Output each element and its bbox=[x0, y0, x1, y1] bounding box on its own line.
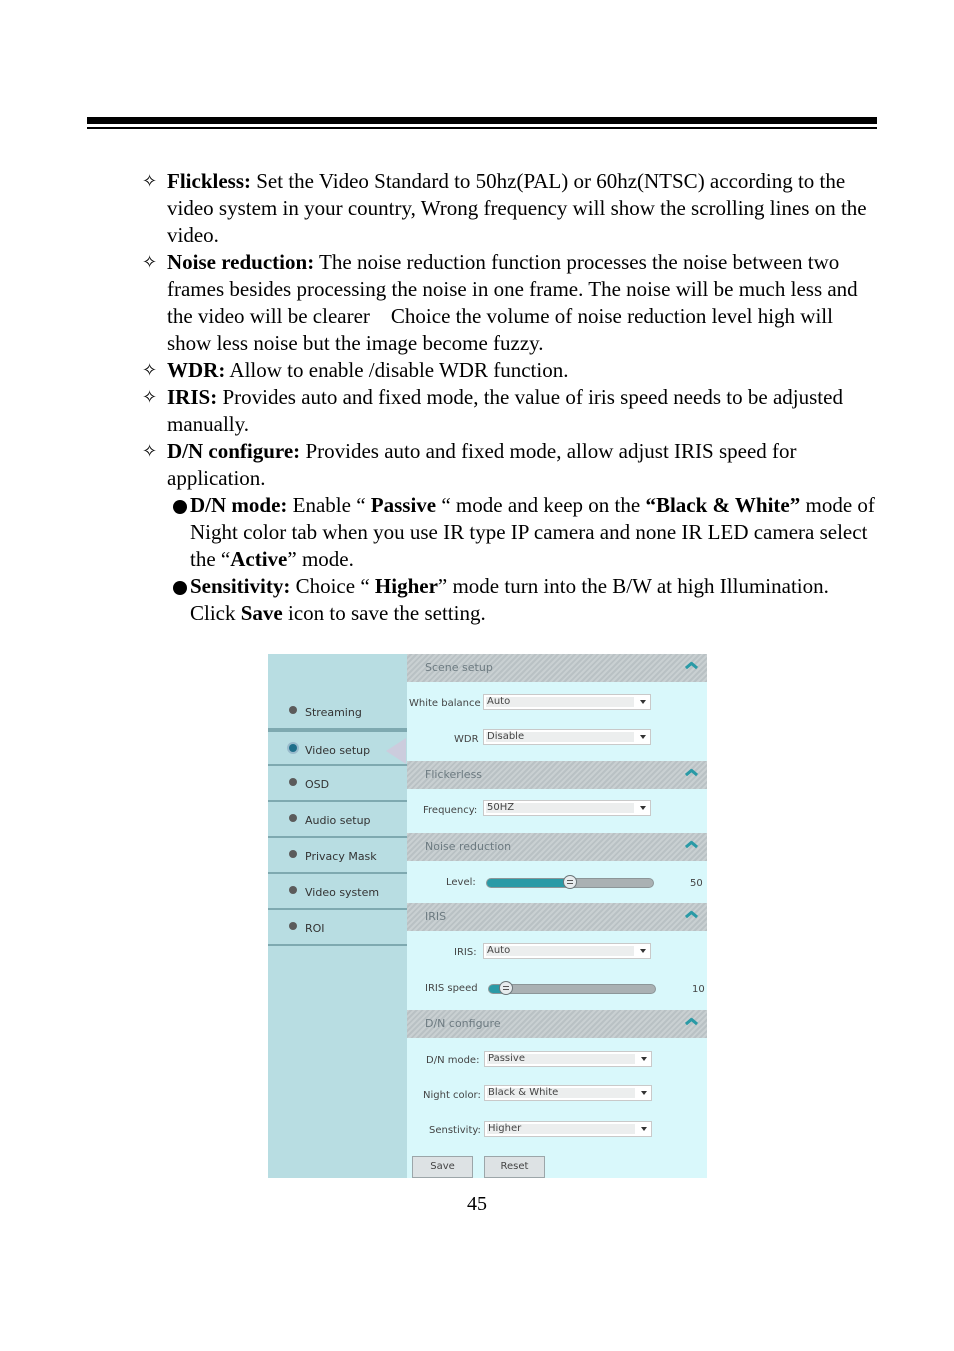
dn-mode-bold: Active bbox=[230, 547, 288, 571]
dn-mode-bold: Passive bbox=[370, 493, 437, 517]
slider-fill bbox=[487, 879, 570, 887]
bullet-dot-icon bbox=[173, 500, 187, 514]
flickless-item bbox=[140, 168, 880, 249]
bullet-icon bbox=[289, 922, 297, 930]
sidebar-item-audio-setup[interactable] bbox=[268, 802, 407, 838]
sidebar-item-video-system[interactable] bbox=[268, 874, 407, 910]
section-title: IRIS bbox=[425, 910, 447, 923]
settings-panel bbox=[407, 654, 707, 1178]
wdr-label: WDR bbox=[454, 734, 479, 745]
iris-select[interactable] bbox=[483, 943, 651, 959]
sensitivity-bold: Save bbox=[240, 601, 283, 625]
dropdown-arrow-icon bbox=[640, 806, 646, 810]
frequency-label: Frequency: bbox=[423, 805, 478, 816]
sensitivity-item bbox=[140, 573, 880, 627]
sidebar-item-label: Video system bbox=[305, 886, 380, 899]
bullet-icon bbox=[289, 850, 297, 858]
slider-handle[interactable] bbox=[563, 875, 577, 889]
sensitivity-text: ” mode turn into the B/W at high Illumination. Click bbox=[190, 574, 850, 625]
dn-mode-item bbox=[140, 492, 880, 573]
diamond-star-icon: ✧ bbox=[142, 360, 158, 381]
night-color-select[interactable] bbox=[484, 1085, 652, 1101]
select-value: Higher bbox=[488, 1123, 522, 1134]
select-value: Auto bbox=[487, 945, 511, 956]
sensitivity-select[interactable] bbox=[484, 1121, 652, 1137]
frequency-select[interactable] bbox=[483, 800, 651, 816]
sensitivity-text: icon to save the setting. bbox=[282, 601, 486, 625]
sidebar-item-streaming[interactable] bbox=[268, 694, 407, 730]
wdr-item bbox=[140, 357, 880, 384]
section-title: D/N configure bbox=[425, 1017, 501, 1030]
bullet-icon bbox=[289, 744, 297, 752]
dn-mode-text: mode of Night color tab when you use IR type IP camera and none IR LED camera select the “ bbox=[190, 493, 875, 571]
sidebar-item-privacy-mask[interactable] bbox=[268, 838, 407, 874]
dn-term: D/N configure: bbox=[167, 439, 301, 463]
page-number: 45 bbox=[467, 1193, 487, 1215]
dn-mode-select[interactable] bbox=[484, 1051, 652, 1067]
iris-speed-value: 10 bbox=[692, 984, 705, 995]
wdr-select[interactable] bbox=[483, 729, 651, 745]
sidebar-item-label: Privacy Mask bbox=[305, 850, 377, 863]
iris-speed-slider[interactable] bbox=[488, 984, 656, 994]
flickerless-header[interactable] bbox=[407, 761, 707, 789]
section-title: Flickerless bbox=[425, 768, 483, 781]
bullet-icon bbox=[289, 814, 297, 822]
collapse-caret-icon[interactable] bbox=[685, 839, 697, 851]
select-value: Black & White bbox=[488, 1087, 559, 1098]
iris-text: Provides auto and fixed mode, the value of iris speed needs to be adjusted manually. bbox=[167, 385, 843, 436]
iris-term: IRIS: bbox=[167, 385, 218, 409]
noise-level-slider[interactable] bbox=[486, 878, 654, 888]
noise-reduction-header[interactable] bbox=[407, 833, 707, 861]
sensitivity-label: Senstivity: bbox=[429, 1125, 481, 1136]
dn-mode-term: D/N mode: bbox=[190, 493, 288, 517]
active-pointer-icon bbox=[386, 738, 406, 764]
dn-item bbox=[140, 438, 880, 492]
slider-handle[interactable] bbox=[499, 981, 513, 995]
iris-item bbox=[140, 384, 880, 438]
white-balance-label: White balance bbox=[409, 698, 481, 709]
dropdown-arrow-icon bbox=[640, 735, 646, 739]
sidebar-item-label: ROI bbox=[305, 922, 325, 935]
sidebar-item-roi[interactable] bbox=[268, 910, 407, 946]
dn-mode-text: “ mode and keep on the bbox=[436, 493, 646, 517]
noise-item bbox=[140, 249, 880, 357]
select-value: Auto bbox=[487, 696, 511, 707]
diamond-star-icon: ✧ bbox=[142, 387, 158, 408]
dn-mode-text: ” mode. bbox=[287, 547, 354, 571]
collapse-caret-icon[interactable] bbox=[685, 909, 697, 921]
bullet-icon bbox=[289, 706, 297, 714]
header-rule-thick bbox=[87, 117, 877, 124]
sensitivity-text: Choice “ bbox=[290, 574, 375, 598]
flickless-text: Set the Video Standard to 50hz(PAL) or 60hz(NTSC) according to the video system in your country, Wrong frequency will show the scrolling lines on the video. bbox=[167, 169, 867, 247]
scene-setup-header[interactable] bbox=[407, 654, 707, 682]
dn-configure-header[interactable] bbox=[407, 1010, 707, 1038]
header-rule-thin bbox=[87, 127, 877, 129]
body-text bbox=[140, 168, 880, 627]
bullet-icon bbox=[289, 886, 297, 894]
iris-speed-label: IRIS speed bbox=[425, 983, 478, 994]
sensitivity-term: Sensitivity: bbox=[190, 574, 291, 598]
dn-mode-bold: “Black & White” bbox=[645, 493, 801, 517]
section-title: Scene setup bbox=[425, 661, 493, 674]
wdr-term: WDR: bbox=[167, 358, 226, 382]
dn-mode-label: D/N mode: bbox=[426, 1055, 480, 1066]
level-value: 50 bbox=[690, 878, 703, 889]
diamond-star-icon: ✧ bbox=[142, 252, 158, 273]
reset-button[interactable]: Reset bbox=[484, 1156, 545, 1178]
collapse-caret-icon[interactable] bbox=[685, 660, 697, 672]
video-setup-screenshot bbox=[268, 654, 707, 1178]
sidebar-item-label: Audio setup bbox=[305, 814, 371, 827]
dropdown-arrow-icon bbox=[641, 1091, 647, 1095]
dropdown-arrow-icon bbox=[641, 1057, 647, 1061]
sidebar bbox=[268, 654, 407, 1178]
select-value: Passive bbox=[488, 1053, 525, 1064]
flickless-term: Flickless: bbox=[167, 169, 251, 193]
noise-text: The noise reduction function processes the noise between two frames besides processing the noise in one frame. The noise will be much less and the video will be clearer Choice the volume of noise reduction level high will show less noise but the image become fuzzy. bbox=[167, 250, 863, 355]
dropdown-arrow-icon bbox=[640, 949, 646, 953]
iris-header[interactable] bbox=[407, 903, 707, 931]
sidebar-item-label: Video setup bbox=[305, 744, 371, 757]
sidebar-item-label: OSD bbox=[305, 778, 330, 791]
white-balance-select[interactable] bbox=[483, 694, 651, 710]
night-color-label: Night color: bbox=[423, 1090, 481, 1101]
dn-text: Provides auto and fixed mode, allow adjust IRIS speed for application. bbox=[167, 439, 797, 490]
diamond-star-icon: ✧ bbox=[142, 441, 158, 462]
dropdown-arrow-icon bbox=[641, 1127, 647, 1131]
collapse-caret-icon[interactable] bbox=[685, 1016, 697, 1028]
collapse-caret-icon[interactable] bbox=[685, 767, 697, 779]
section-title: Noise reduction bbox=[425, 840, 512, 853]
sensitivity-bold: Higher bbox=[374, 574, 438, 598]
diamond-star-icon: ✧ bbox=[142, 171, 158, 192]
iris-label: IRIS: bbox=[454, 947, 477, 958]
wdr-text: Allow to enable /disable WDR function. bbox=[225, 358, 569, 382]
select-value: 50HZ bbox=[487, 802, 515, 813]
save-button[interactable]: Save bbox=[412, 1156, 473, 1178]
select-value: Disable bbox=[487, 731, 525, 742]
level-label: Level: bbox=[446, 877, 476, 888]
noise-term: Noise reduction: bbox=[167, 250, 315, 274]
bullet-dot-icon bbox=[173, 581, 187, 595]
dn-mode-text: Enable “ bbox=[287, 493, 371, 517]
sidebar-item-osd[interactable] bbox=[268, 766, 407, 802]
bullet-icon bbox=[289, 778, 297, 786]
sidebar-item-label: Streaming bbox=[305, 706, 362, 719]
dropdown-arrow-icon bbox=[640, 700, 646, 704]
